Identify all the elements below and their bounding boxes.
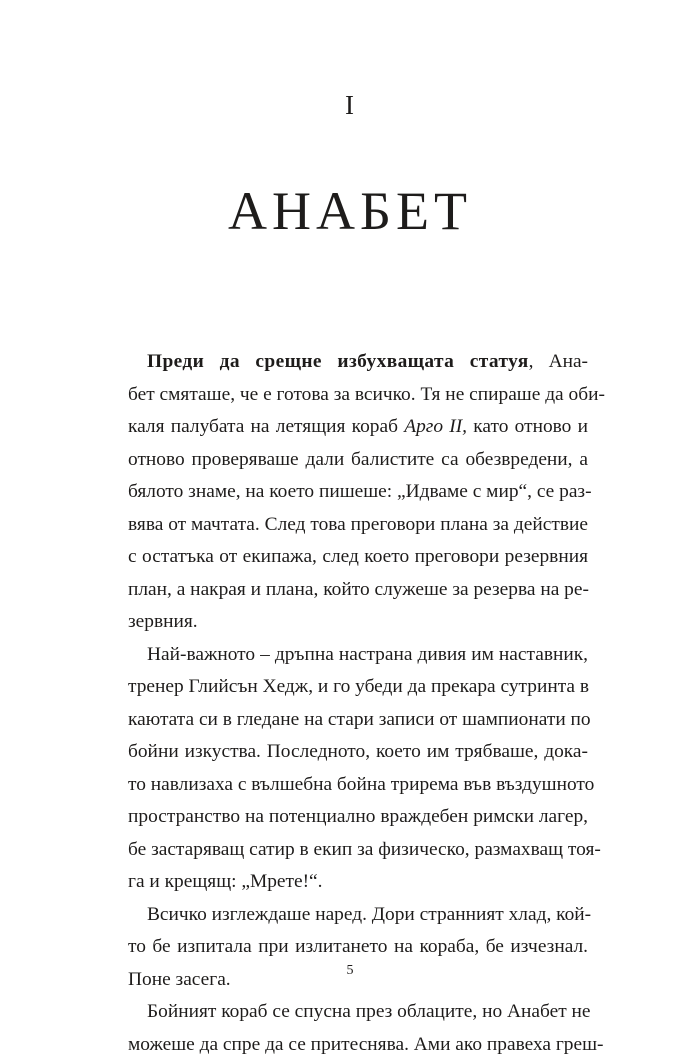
- text-line: каютата си в гледане на стари записи от шампионати по: [128, 704, 588, 737]
- text-line: с остатъка от екипажа, след което преговори резервния: [128, 541, 588, 574]
- chapter-body: [128, 346, 588, 1061]
- text-line: Всичко изглеждаше наред. Дори странният хлад, кой-: [128, 899, 588, 932]
- text-line: вява от мачтата. След това преговори плана за действие: [128, 509, 588, 542]
- text-line: то навлизаха с вълшебна бойна трирема във въздушното: [128, 769, 588, 802]
- text-line: Поне засега.: [128, 964, 588, 997]
- chapter-title: АНАБЕТ: [0, 180, 700, 242]
- page-number: 5: [0, 963, 700, 979]
- chapter-number: I: [0, 90, 700, 121]
- text-line: зервния.: [128, 606, 588, 639]
- text-line: можеше да спре да се притеснява. Ами ако правеха греш-: [128, 1029, 588, 1061]
- text-line: план, а накрая и плана, който служеше за резерва на ре-: [128, 574, 588, 607]
- text-line: пространство на потенциално враждебен римски лагер,: [128, 801, 588, 834]
- text-line: бойни изкуства. Последното, което им трябваше, дока-: [128, 736, 588, 769]
- text-line: тренер Глийсън Хедж, и го убеди да прекара сутринта в: [128, 671, 588, 704]
- ship-name: Арго II,: [404, 416, 467, 437]
- text-line: га и крещящ: „Мрете!“.: [128, 866, 588, 899]
- text-line: отново проверяваше дали балистите са обезвредени, а: [128, 444, 588, 477]
- text-line: бе застаряващ сатир в екип за физическо, размахващ тоя-: [128, 834, 588, 867]
- text-line: Най-важното – дръпна настрана дивия им наставник,: [128, 639, 588, 672]
- text-line: то бе изпитала при излитането на кораба, бе изчезнал.: [128, 931, 588, 964]
- text-line: Преди да срещне избухващата статуя, Ана-: [128, 346, 588, 379]
- text-line: Бойният кораб се спусна през облаците, но Анабет не: [128, 996, 588, 1029]
- text-line: бет смяташе, че е готова за всичко. Тя не спираше да оби-: [128, 379, 588, 412]
- text-line: каля палубата на летящия кораб Арго II, като отново и: [128, 411, 588, 444]
- text-line: бялото знаме, на което пишеше: „Идваме с мир“, се раз-: [128, 476, 588, 509]
- paragraph-lead-in: Преди да срещне избухващата статуя: [147, 351, 529, 372]
